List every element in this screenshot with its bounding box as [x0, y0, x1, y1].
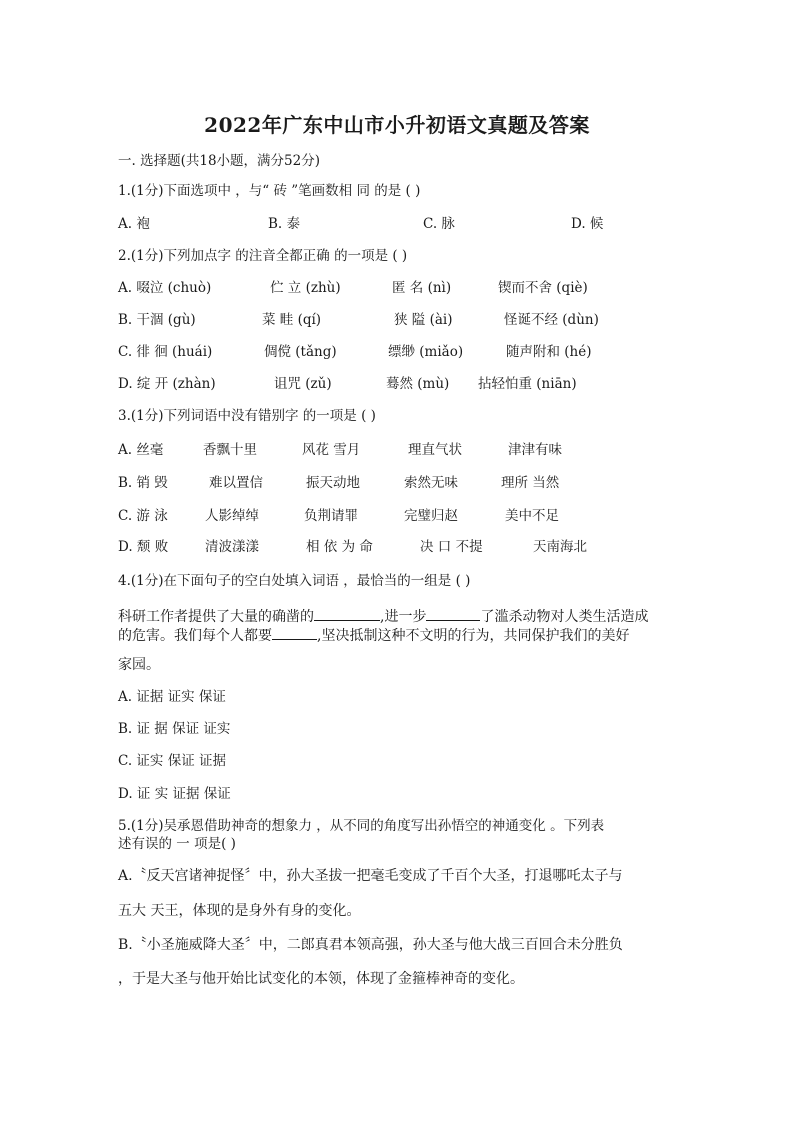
question-1-stem: 1.(1分)下面选项中 ，与“ 砖 ”笔画数相 同 的是 ( ) — [118, 183, 421, 199]
passage-text-1c: 了滥杀动物对人类生活造成 — [480, 609, 649, 625]
question-3-c-item-4: 完璧归赵 — [404, 508, 458, 524]
page-title: 2022年广东中山市小升初语文真题及答案 — [204, 113, 590, 137]
fill-blank-2 — [426, 606, 480, 621]
question-2-c-item-2: 倜傥 (tǎng) — [264, 344, 337, 360]
question-2-a-item-4: 锲而不舍 (qiè) — [498, 280, 588, 296]
question-2-stem: 2.(1分)下列加点字 的注音全都正确 的一项是 ( ) — [118, 248, 408, 264]
question-5-stem-line-2: 述有误的 一 项是( ) — [118, 836, 236, 852]
question-5-option-b-line-2: ，于是大圣与他开始比试变化的本领，体现了金箍棒神奇的变化。 — [118, 971, 524, 987]
question-2-b-item-1: B. 干涸 (gù) — [118, 312, 196, 328]
question-3-c-item-3: 负荆请罪 — [304, 508, 358, 524]
question-2-d-item-1: D. 绽 开 (zhàn) — [118, 376, 216, 392]
question-3-c-item-5: 美中不足 — [505, 508, 559, 524]
question-3-b-item-5: 理所 当然 — [501, 475, 560, 491]
question-3-stem: 3.(1分)下列词语中没有错别字 的一项是 ( ) — [118, 408, 376, 424]
question-4-passage-line-2 — [118, 625, 629, 645]
question-3-a-item-1: A. 丝毫 — [118, 442, 164, 458]
question-5-option-b-line-1: B.〝小圣施威降大圣〞中，二郎真君本领高强，孙大圣与他大战三百回合未分胜负 — [118, 937, 623, 953]
question-1-option-d: D. 候 — [571, 216, 604, 232]
question-3-a-item-5: 津津有味 — [508, 442, 562, 458]
question-3-c-item-2: 人影绰绰 — [205, 508, 259, 524]
fill-blank-3 — [272, 625, 317, 640]
question-5-option-a-line-1: A.〝反天宫诸神捉怪〞中，孙大圣拔一把毫毛变成了千百个大圣，打退哪吒太子与 — [118, 868, 623, 884]
question-3-a-item-4: 理直气状 — [408, 442, 462, 458]
question-2-b-item-4: 怪诞不经 (dùn) — [504, 312, 599, 328]
question-3-c-item-1: C. 游 泳 — [118, 508, 168, 524]
question-4-passage-line-3: 家园。 — [118, 657, 160, 673]
question-2-d-item-3: 蓦然 (mù) — [386, 376, 450, 392]
question-1-option-a: A. 袍 — [118, 216, 150, 232]
question-2-b-item-2: 菜 畦 (qí) — [262, 312, 322, 328]
question-2-c-item-4: 随声附和 (hé) — [506, 344, 592, 360]
question-2-d-item-4: 拈轻怕重 (niān) — [478, 376, 577, 392]
question-3-d-item-1: D. 颓 败 — [118, 539, 169, 555]
passage-text-2b: ,坚决抵制这种不文明的行为，共同保护我们的美好 — [317, 628, 630, 644]
question-4-option-c: C. 证实 保证 证据 — [118, 753, 227, 769]
question-4-option-a: A. 证据 证实 保证 — [118, 689, 226, 705]
question-5-option-a-line-2: 五大 天王，体现的是身外有身的变化。 — [118, 903, 361, 919]
question-2-a-item-2: 伫 立 (zhù) — [270, 280, 341, 296]
question-3-b-item-1: B. 销 毁 — [118, 475, 168, 491]
question-2-d-item-2: 诅咒 (zǔ) — [274, 376, 332, 392]
question-3-a-item-3: 风花 雪月 — [302, 442, 361, 458]
question-3-b-item-2: 难以置信 — [209, 475, 263, 491]
question-5-stem-line-1: 5.(1分)吴承恩借助神奇的想象力 ，从不同的角度写出孙悟空的神通变化 。下列表 — [118, 818, 605, 834]
question-1-option-c: C. 脉 — [423, 216, 455, 232]
passage-text-2a: 的危害。我们每个人都要 — [118, 628, 272, 644]
question-3-b-item-4: 索然无味 — [404, 475, 458, 491]
question-4-passage-line-1 — [118, 606, 648, 626]
question-4-stem: 4.(1分)在下面句子的空白处填入词语 ，最恰当的一组是 ( ) — [118, 573, 471, 589]
question-3-d-item-5: 天南海北 — [533, 539, 587, 555]
question-3-d-item-4: 决 口 不提 — [420, 539, 483, 555]
fill-blank-1 — [314, 606, 380, 621]
question-3-d-item-2: 清波漾漾 — [205, 539, 259, 555]
question-2-b-item-3: 狭 隘 (ài) — [394, 312, 453, 328]
question-2-c-item-1: C. 徘 徊 (huái) — [118, 344, 213, 360]
passage-text-1b: ,进一步 — [380, 609, 427, 625]
question-1-option-b: B. 泰 — [268, 216, 301, 232]
question-2-c-item-3: 缥缈 (miǎo) — [388, 344, 464, 360]
question-2-a-item-3: 匿 名 (nì) — [392, 280, 452, 296]
question-4-option-b: B. 证 据 保证 证实 — [118, 721, 231, 737]
question-2-a-item-1: A. 啜泣 (chuò) — [118, 280, 212, 296]
section-heading: 一. 选择题(共18小题，满分52分) — [118, 153, 320, 169]
question-3-a-item-2: 香飘十里 — [203, 442, 257, 458]
passage-text-1a: 科研工作者提供了大量的确凿的 — [118, 609, 314, 625]
question-4-option-d: D. 证 实 证据 保证 — [118, 786, 231, 802]
question-3-b-item-3: 振天动地 — [306, 475, 360, 491]
question-3-d-item-3: 相 依 为 命 — [306, 539, 373, 555]
